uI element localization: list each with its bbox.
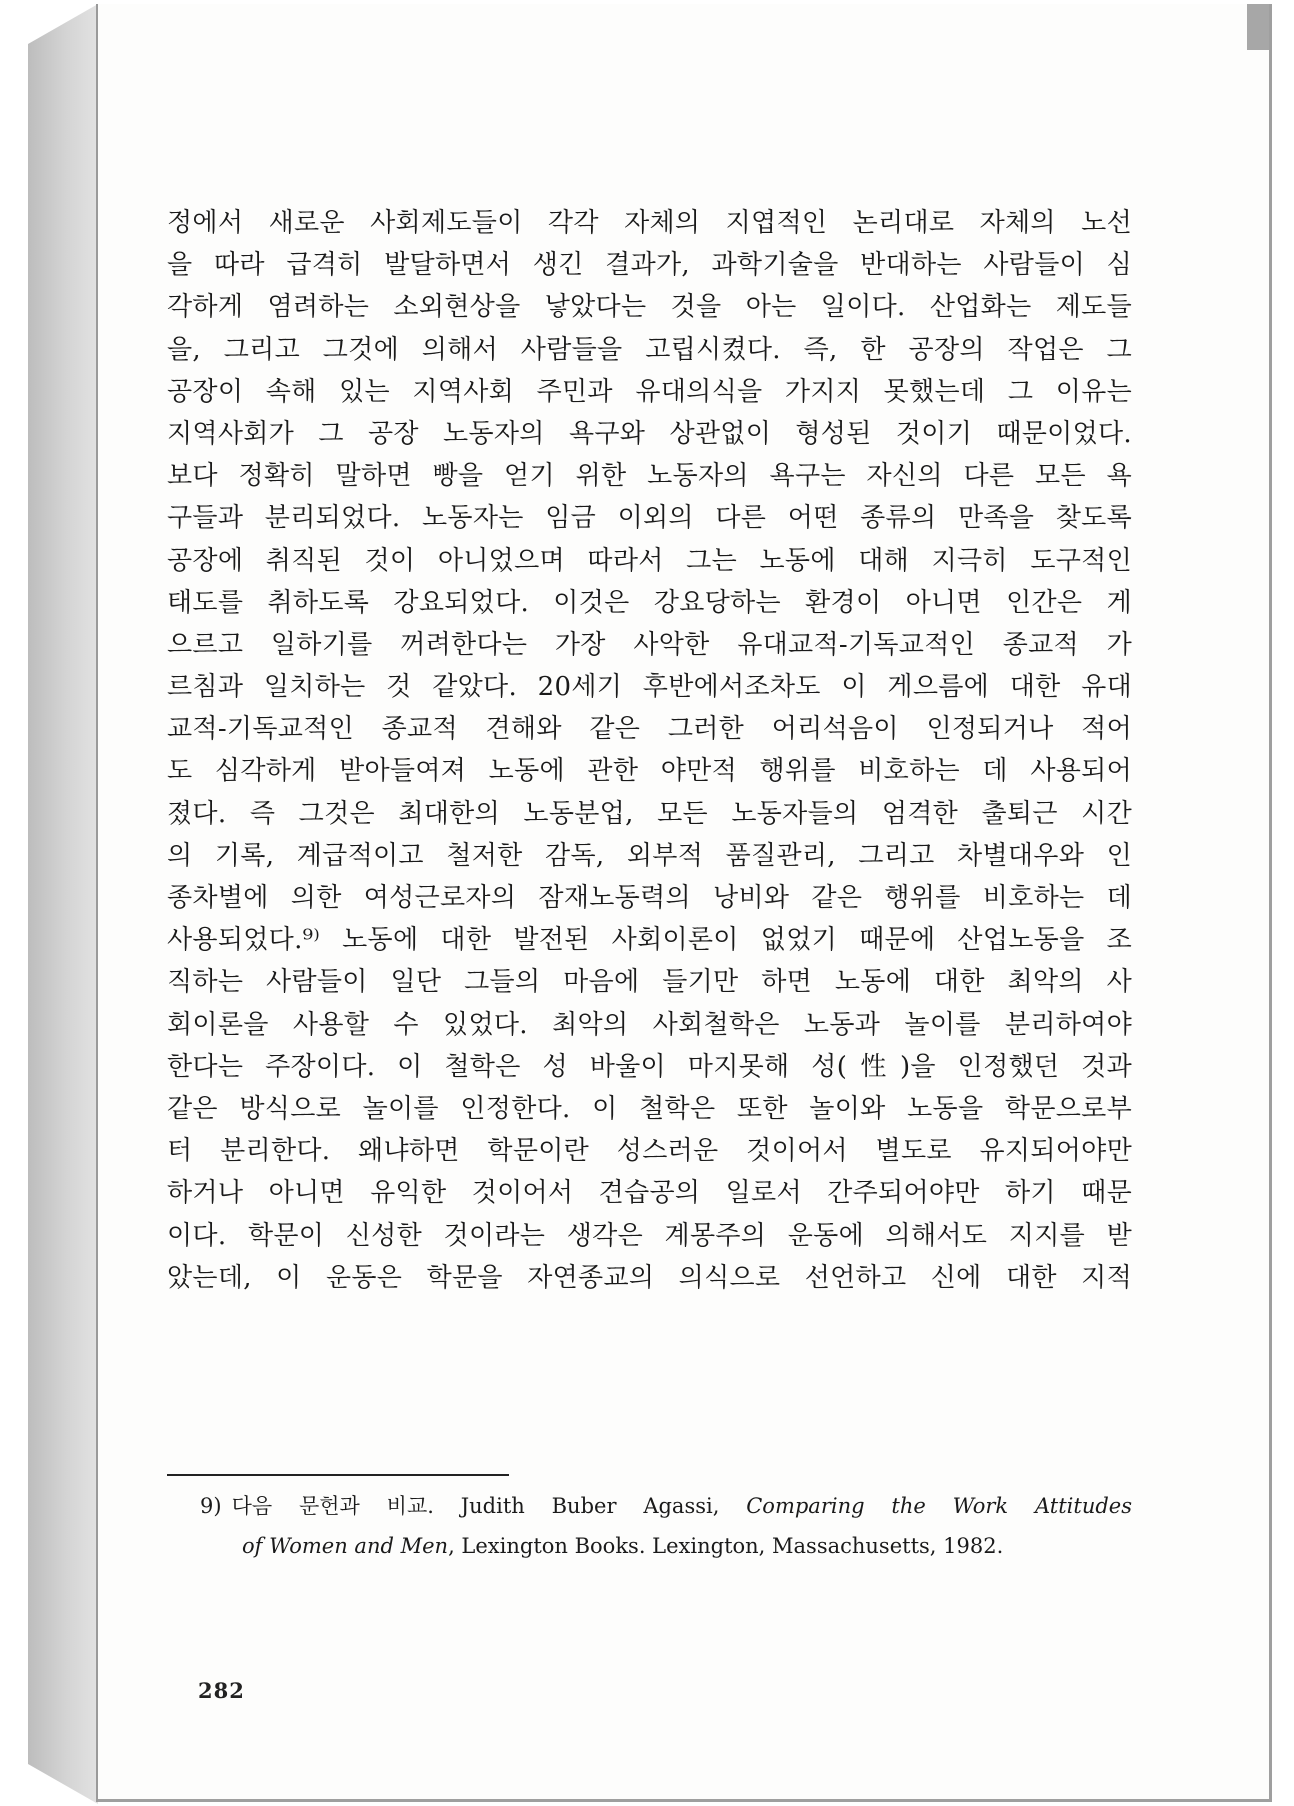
body-line: 구들과 분리되었다. 노동자는 임금 이외의 다른 어떤 종류의 만족을 찾도록 xyxy=(167,503,1132,534)
body-line: 회이론을 사용할 수 있었다. 최악의 사회철학은 노동과 놀이를 분리하여야 xyxy=(167,1009,1132,1040)
body-line: 을 따라 급격히 발달하면서 생긴 결과가, 과학기술을 반대하는 사람들이 심 xyxy=(167,250,1132,281)
body-line: 터 분리한다. 왜냐하면 학문이란 성스러운 것이어서 별도로 유지되어야만 xyxy=(167,1136,1132,1167)
body-line: 교적-기독교적인 종교적 견해와 같은 그러한 어리석음이 인정되거나 적어 xyxy=(167,714,1132,745)
body-line: 사용되었다.⁹⁾ 노동에 대한 발전된 사회이론이 없었기 때문에 산업노동을 조 xyxy=(167,925,1132,956)
body-line: 으르고 일하기를 꺼려한다는 가장 사악한 유대교적-기독교적인 종교적 가 xyxy=(167,629,1132,660)
body-line: 졌다. 즉 그것은 최대한의 노동분업, 모든 노동자들의 엄격한 출퇴근 시간 xyxy=(167,798,1132,829)
body-line: 종차별에 의한 여성근로자의 잠재노동력의 낭비와 같은 행위를 비호하는 데 xyxy=(167,883,1132,913)
body-line: 각하게 염려하는 소외현상을 낳았다는 것을 아는 일이다. 산업화는 제도들 xyxy=(167,292,1132,323)
footnote-rule xyxy=(167,1474,509,1476)
body-line: 르침과 일치하는 것 같았다. 20세기 후반에서조차도 이 게으름에 대한 유대 xyxy=(167,672,1132,703)
body-text xyxy=(167,202,1132,1299)
body-line: 태도를 취하도록 강요되었다. 이것은 강요당하는 환경이 아니면 인간은 게 xyxy=(167,587,1132,618)
body-line: 정에서 새로운 사회제도들이 각각 자체의 지엽적인 논리대로 자체의 노선 xyxy=(167,208,1132,238)
body-line: 았는데, 이 운동은 학문을 자연종교의 의식으로 선언하고 신에 대한 지적 xyxy=(167,1262,1132,1293)
footnote xyxy=(200,1486,1132,1566)
footnote-line-2 xyxy=(200,1526,1132,1566)
body-line: 이다. 학문이 신성한 것이라는 생각은 계몽주의 운동에 의해서도 지지를 받 xyxy=(167,1220,1132,1251)
footnote-rest: , Lexington Books. Lexington, Massachusetts, 1982. xyxy=(448,1534,1004,1558)
body-line: 공장에 취직된 것이 아니었으며 따라서 그는 노동에 대해 지극히 도구적인 xyxy=(167,545,1132,576)
body-line: 직하는 사람들이 일단 그들의 마음에 들기만 하면 노동에 대한 최악의 사 xyxy=(167,967,1132,998)
book-spine-side xyxy=(28,4,98,1804)
body-line: 하거나 아니면 유익한 것이어서 견습공의 일로서 간주되어야만 하기 때문 xyxy=(167,1178,1132,1209)
body-line: 같은 방식으로 놀이를 인정한다. 이 철학은 또한 놀이와 노동을 학문으로부 xyxy=(167,1093,1132,1124)
page-number: 282 xyxy=(198,1678,245,1703)
footnote-title-part1: Comparing the Work Attitudes xyxy=(746,1494,1132,1518)
body-line: 도 심각하게 받아들여져 노동에 관한 야만적 행위를 비호하는 데 사용되어 xyxy=(167,756,1132,787)
body-line: 한다는 주장이다. 이 철학은 성 바울이 마지못해 성(性)을 인정했던 것과 xyxy=(167,1051,1132,1082)
body-line: 보다 정확히 말하면 빵을 얻기 위한 노동자의 욕구는 자신의 다른 모든 욕 xyxy=(167,461,1132,492)
footnote-number: 9) xyxy=(200,1494,222,1518)
footnote-line-1 xyxy=(200,1486,1132,1526)
body-line: 공장이 속해 있는 지역사회 주민과 유대의식을 가지지 못했는데 그 이유는 xyxy=(167,376,1132,407)
body-line: 의 기록, 계급적이고 철저한 감독, 외부적 품질관리, 그리고 차별대우와 인 xyxy=(167,840,1132,871)
footnote-title-part2: of Women and Men xyxy=(242,1534,449,1558)
page-corner-shadow xyxy=(1247,4,1269,50)
body-line: 을, 그리고 그것에 의해서 사람들을 고립시켰다. 즉, 한 공장의 작업은 그 xyxy=(167,334,1132,365)
footnote-lead: 다음 문헌과 비교. Judith Buber Agassi, xyxy=(231,1494,747,1518)
body-line: 지역사회가 그 공장 노동자의 욕구와 상관없이 형성된 것이기 때문이었다. xyxy=(167,418,1132,449)
